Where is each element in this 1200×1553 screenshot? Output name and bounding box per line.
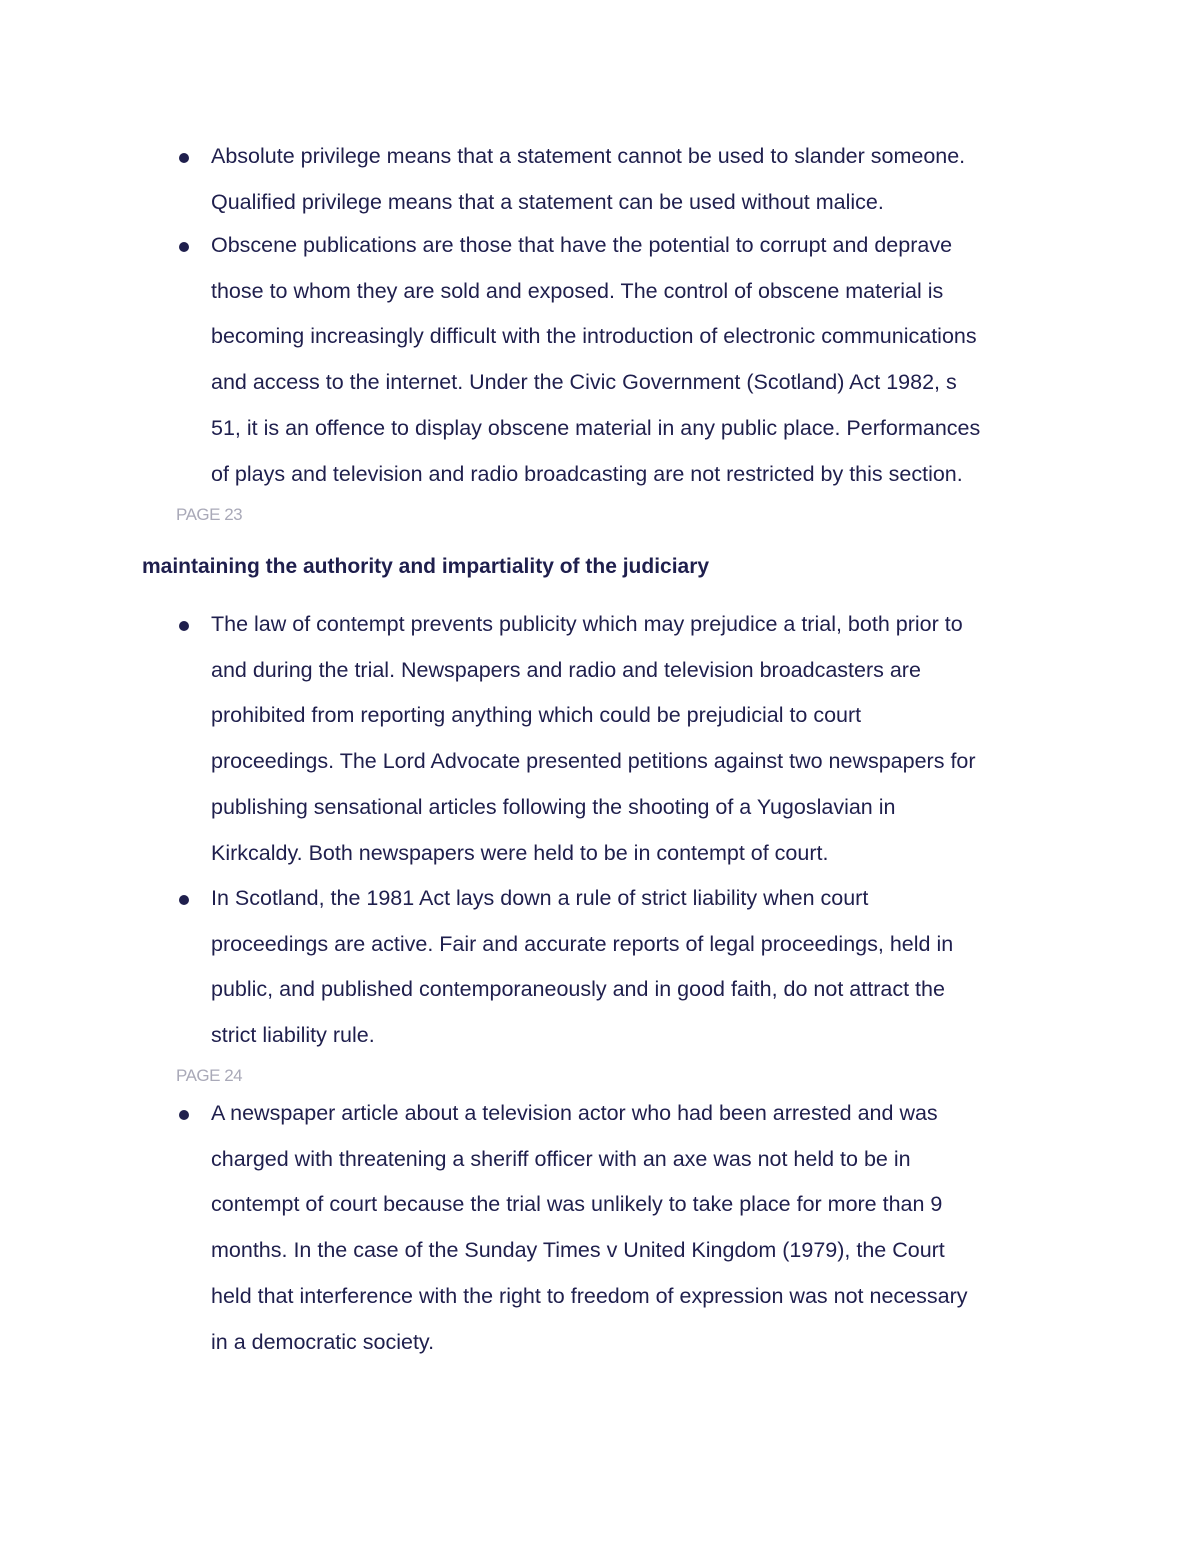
bullet-marker xyxy=(179,621,189,631)
bullet-marker xyxy=(179,153,189,163)
bullet-marker xyxy=(179,895,189,905)
text-line: charged with threatening a sheriff officer with an axe was not held to be in xyxy=(211,1146,911,1171)
text-line: In Scotland, the 1981 Act lays down a rule of strict liability when court xyxy=(211,886,869,910)
text-line: A newspaper article about a television actor who had been arrested and was xyxy=(211,1101,938,1125)
text-line: those to whom they are sold and exposed. The control of obscene material is xyxy=(211,278,944,303)
text-line: contempt of court because the trial was unlikely to take place for more than 9 xyxy=(211,1192,943,1217)
section-heading: maintaining the authority and impartiality of the judiciary xyxy=(142,555,710,578)
bullet-item-law-of-contempt xyxy=(211,602,1071,876)
text-line: months. In the case of the Sunday Times v United Kingdom (1979), the Court xyxy=(211,1238,945,1263)
bullet-marker xyxy=(179,1110,189,1120)
text-line: proceedings are active. Fair and accurate reports of legal proceedings, held in xyxy=(211,931,954,956)
text-line: becoming increasingly difficult with the introduction of electronic communications xyxy=(211,324,977,349)
text-line: of plays and television and radio broadcasting are not restricted by this section. xyxy=(211,461,963,486)
text-line: and access to the internet. Under the Civic Government (Scotland) Act 1982, s xyxy=(211,370,957,395)
text-line: and during the trial. Newspapers and radio and television broadcasters are xyxy=(211,657,921,682)
text-line: in a democratic society. xyxy=(211,1329,435,1354)
text-line: strict liability rule. xyxy=(211,1023,375,1048)
text-line: 51, it is an offence to display obscene material in any public place. Performances xyxy=(211,415,981,440)
text-line: The law of contempt prevents publicity which may prejudice a trial, both prior to xyxy=(211,612,963,636)
text-line: Obscene publications are those that have the potential to corrupt and deprave xyxy=(211,233,953,257)
page-marker: PAGE 23 xyxy=(176,505,243,524)
text-line: held that interference with the right to freedom of expression was not necessary xyxy=(211,1283,968,1308)
text-line: prohibited from reporting anything which could be prejudicial to court xyxy=(211,703,862,728)
text-line: Qualified privilege means that a statement can be used without malice. xyxy=(211,189,884,214)
text-line: Absolute privilege means that a statement cannot be used to slander someone. xyxy=(211,144,966,168)
text-line: Kirkcaldy. Both newspapers were held to be in contempt of court. xyxy=(211,840,829,865)
bullet-marker xyxy=(179,242,189,252)
text-line: proceedings. The Lord Advocate presented petitions against two newspapers for xyxy=(211,749,976,774)
bullet-item-obscene-publications xyxy=(211,223,1071,497)
text-line: publishing sensational articles following the shooting of a Yugoslavian in xyxy=(211,794,896,819)
text-line: public, and published contemporaneously and in good faith, do not attract the xyxy=(211,977,945,1002)
bullet-item-strict-liability xyxy=(211,876,1071,1059)
bullet-item-absolute-privilege xyxy=(211,134,1071,225)
page-marker: PAGE 24 xyxy=(176,1066,243,1085)
bullet-item-newspaper-article xyxy=(211,1091,1071,1365)
